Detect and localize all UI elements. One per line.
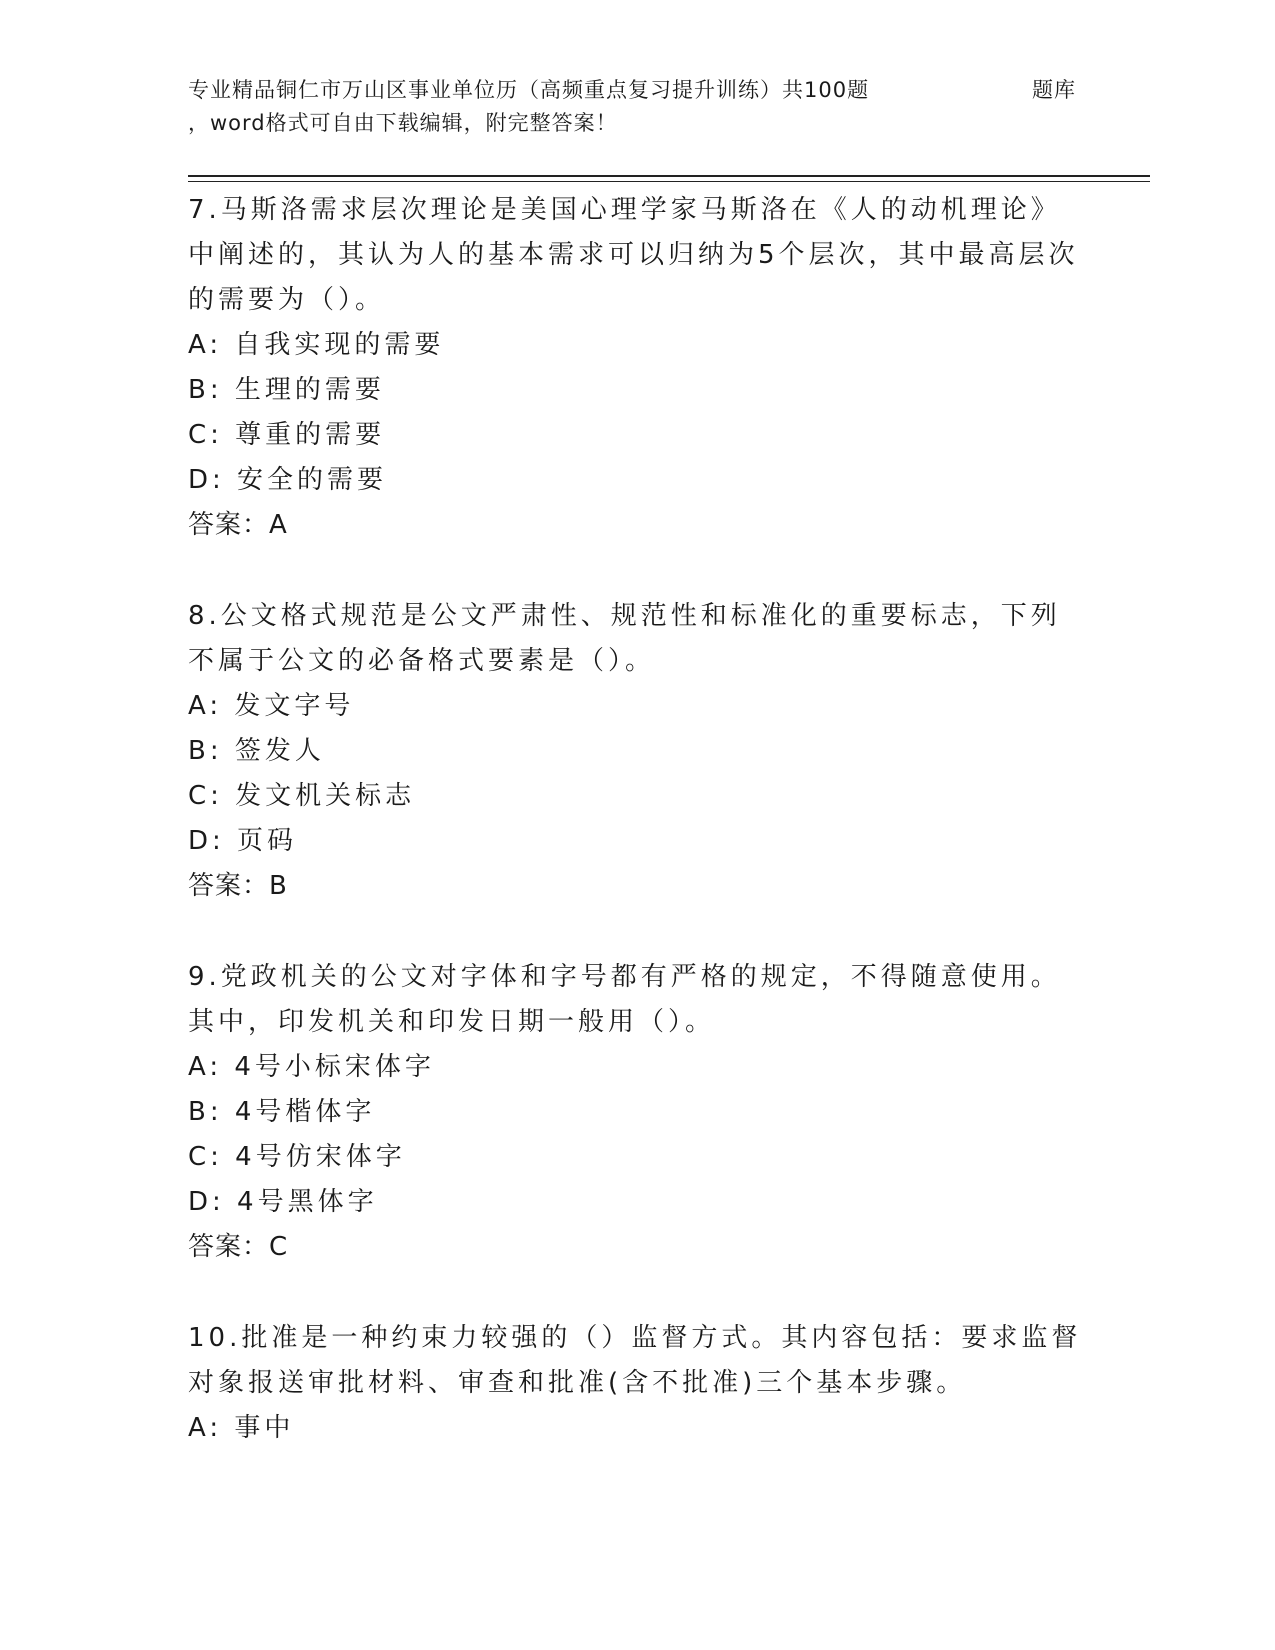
answer-line: 答案：B — [188, 871, 288, 901]
option-a: A: 自我实现的需要 — [188, 330, 445, 360]
option-b: B: 4号楷体字 — [188, 1097, 376, 1127]
question-list — [188, 188, 1088, 1497]
header-title: 专业精品铜仁市万山区事业单位历（高频重点复习提升训练）共100题 — [188, 78, 870, 102]
option-d: D: 安全的需要 — [188, 465, 388, 495]
question-stem: 8.公文格式规范是公文严肃性、规范性和标准化的重要标志，下列不属于公文的必备格式要素是（）。 — [188, 601, 1061, 676]
option-a: A: 事中 — [188, 1413, 295, 1443]
header-divider-thin — [188, 181, 1150, 182]
option-c: C: 尊重的需要 — [188, 420, 386, 450]
question-7 — [188, 188, 1088, 548]
option-a: A: 4号小标宋体字 — [188, 1052, 435, 1082]
question-stem: 7.马斯洛需求层次理论是美国心理学家马斯洛在《人的动机理论》中阐述的，其认为人的基本需求可以归纳为5个层次，其中最高层次的需要为（）。 — [188, 195, 1079, 315]
question-10 — [188, 1316, 1088, 1451]
document-header — [188, 74, 1088, 140]
question-9 — [188, 955, 1088, 1270]
question-stem: 10.批准是一种约束力较强的（）监督方式。其内容包括：要求监督对象报送审批材料、审查和批准(含不批准)三个基本步骤。 — [188, 1323, 1082, 1398]
option-d: D: 页码 — [188, 826, 298, 856]
header-label-tiku: 题库 — [1032, 78, 1076, 102]
answer-line: 答案：A — [188, 510, 288, 540]
option-c: C: 发文机关标志 — [188, 781, 416, 811]
header-subtitle: ，word格式可自由下载编辑，附完整答案！ — [188, 111, 618, 135]
question-8 — [188, 594, 1088, 909]
answer-line: 答案：C — [188, 1232, 289, 1262]
option-b: B: 生理的需要 — [188, 375, 385, 405]
option-c: C: 4号仿宋体字 — [188, 1142, 406, 1172]
option-b: B: 签发人 — [188, 736, 325, 766]
option-d: D: 4号黑体字 — [188, 1187, 378, 1217]
option-a: A: 发文字号 — [188, 691, 355, 721]
question-stem: 9.党政机关的公文对字体和字号都有严格的规定，不得随意使用。其中，印发机关和印发日期一般用（）。 — [188, 962, 1061, 1037]
header-title-line — [188, 74, 1088, 107]
header-divider-thick — [188, 175, 1150, 177]
